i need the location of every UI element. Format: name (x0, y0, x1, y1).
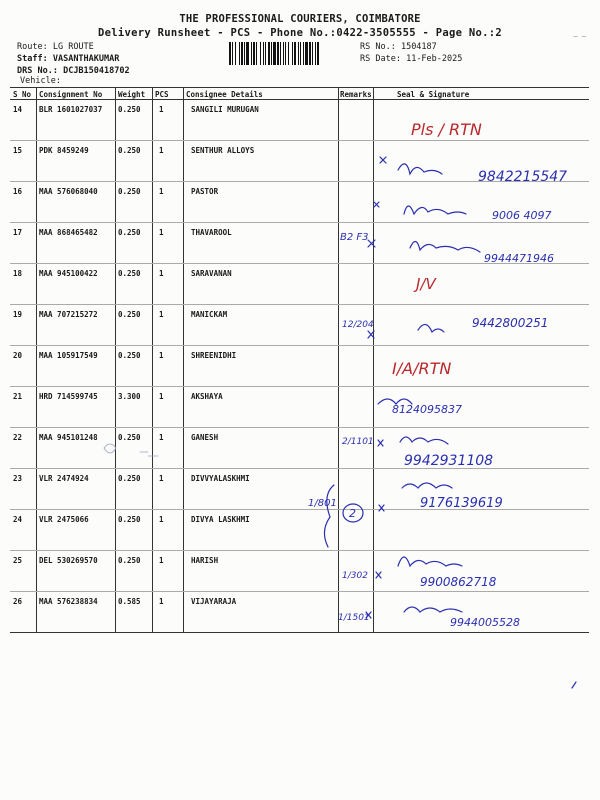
col-header-seal-signature: Seal & Signature (397, 90, 470, 99)
row-consignment-no: HRD 714599745 (39, 392, 98, 401)
row-pcs: 1 (159, 228, 164, 237)
row-sno: 25 (13, 556, 23, 565)
hw-phone-15: 9842215547 (478, 169, 568, 185)
row-sno: 19 (13, 310, 23, 319)
row-pcs: 1 (159, 474, 164, 483)
row-sno: 26 (13, 597, 23, 606)
signature-scribble (398, 557, 462, 566)
cross-mark (368, 331, 374, 338)
row-pcs: 1 (159, 433, 164, 442)
hw-phone-23: 9176139619 (420, 496, 503, 511)
row-pcs: 1 (159, 597, 164, 606)
row-pcs: 1 (159, 392, 164, 401)
col-header-consignment: Consignment No (39, 90, 103, 99)
cross-mark (374, 202, 379, 207)
row-consignment-no: MAA 868465482 (39, 228, 98, 237)
rs-date-value: 11-Feb-2025 (406, 54, 463, 64)
col-header-consignee: Consignee Details (186, 90, 263, 99)
row-consignee: SARAVANAN (191, 269, 232, 278)
row-consignee: VIJAYARAJA (191, 597, 237, 606)
hw-remark-24: 2 (349, 507, 356, 520)
hw-rtn-14: Pls / RTN (411, 120, 482, 139)
vehicle-label: Vehicle: (20, 76, 61, 86)
row-sno: 20 (13, 351, 23, 360)
hw-phone-22: 9942931108 (404, 453, 494, 469)
signature-scribble (404, 607, 462, 612)
row-consignee: PASTOR (191, 187, 219, 196)
row-sno: 15 (13, 146, 23, 155)
row-sno: 23 (13, 474, 23, 483)
row-consignment-no: MAA 576238834 (39, 597, 98, 606)
row-pcs: 1 (159, 269, 164, 278)
row-consignment-no: MAA 576068040 (39, 187, 98, 196)
row-weight: 3.300 (118, 392, 141, 401)
row-consignee: SANGILI MURUGAN (191, 105, 259, 114)
row-consignee: DIVYA LASKHMI (191, 515, 250, 524)
stray-mark (572, 682, 576, 688)
row-weight: 0.250 (118, 146, 141, 155)
row-sno: 17 (13, 228, 23, 237)
row-consignee: HARISH (191, 556, 219, 565)
row-consignee: AKSHAYA (191, 392, 223, 401)
hw-remark-22: 2/1101 (342, 437, 374, 447)
row-weight: 0.250 (118, 474, 141, 483)
row-weight: 0.250 (118, 310, 141, 319)
row-consignment-no: MAA 945101248 (39, 433, 98, 442)
faint-stamp-mark (104, 444, 158, 456)
hw-remark-23: 1/801 (308, 498, 337, 509)
row-sno: 16 (13, 187, 23, 196)
cross-mark (379, 505, 384, 511)
row-consignment-no: VLR 2474924 (39, 474, 89, 483)
col-header-pcs: PCS (155, 90, 169, 99)
route-label: Route: (17, 42, 48, 52)
hw-remark-19: 12/204 (342, 320, 374, 330)
signature-scribble (398, 164, 442, 174)
row-pcs: 1 (159, 556, 164, 565)
signature-scribble (418, 324, 444, 332)
staff-label: Staff: (17, 54, 48, 64)
row-consignment-no: MAA 707215272 (39, 310, 98, 319)
company-title: THE PROFESSIONAL COURIERS, COIMBATORE (179, 13, 421, 25)
row-sno: 21 (13, 392, 23, 401)
row-weight: 0.250 (118, 105, 141, 114)
row-pcs: 1 (159, 187, 164, 196)
row-weight: 0.250 (118, 556, 141, 565)
col-header-remarks: Remarks (340, 90, 372, 99)
row-weight: 0.585 (118, 597, 141, 606)
row-pcs: 1 (159, 515, 164, 524)
row-sno: 22 (13, 433, 23, 442)
signature-scribble (402, 483, 452, 488)
row-consignee: SENTHUR ALLOYS (191, 146, 255, 155)
row-consignment-no: BLR 1601027037 (39, 105, 103, 114)
hw-remark-25: 1/302 (342, 571, 368, 581)
rs-date-label: RS Date: (360, 54, 401, 64)
hw-phone-25: 9900862718 (420, 575, 497, 589)
row-pcs: 1 (159, 105, 164, 114)
runsheet-subtitle: Delivery Runsheet - PCS - Phone No.:0422-3505555 - Page No.:2 (98, 27, 502, 39)
row-consignment-no: MAA 945100422 (39, 269, 98, 278)
hw-phone-19: 9442800251 (472, 316, 549, 330)
row-weight: 0.250 (118, 351, 141, 360)
row-weight: 0.250 (118, 187, 141, 196)
hw-phone-17: 9944471946 (484, 252, 554, 265)
signature-scribble (400, 437, 448, 444)
row-consignee: GANESH (191, 433, 219, 442)
cross-mark (376, 572, 381, 578)
row-pcs: 1 (159, 146, 164, 155)
hw-rtn-20: I/A/RTN (392, 359, 452, 378)
col-header-sno: S No (13, 90, 32, 99)
rs-no-value: 1504187 (400, 42, 437, 52)
drs-value: DCJB150418702 (63, 66, 130, 76)
hw-phone-26: 9944005528 (450, 616, 520, 629)
hw-remark-17: B2 F3 (340, 232, 369, 243)
row-consignee: SHREENIDHI (191, 351, 237, 360)
hw-phone-21: 8124095837 (392, 403, 462, 416)
rs-no-label: RS No.: (360, 42, 396, 52)
cross-mark (380, 157, 386, 163)
corner-mark: — — (573, 32, 586, 40)
hw-remark-18: J/V (416, 275, 436, 293)
signature-scribble (410, 241, 480, 252)
row-weight: 0.250 (118, 515, 141, 524)
row-pcs: 1 (159, 351, 164, 360)
row-pcs: 1 (159, 310, 164, 319)
row-weight: 0.250 (118, 228, 141, 237)
staff-value: VASANTHAKUMAR (52, 54, 120, 64)
signature-scribble (404, 206, 466, 214)
row-weight: 0.250 (118, 269, 141, 278)
row-consignment-no: VLR 2475066 (39, 515, 89, 524)
row-consignee: THAVAROOL (191, 228, 232, 237)
row-sno: 18 (13, 269, 23, 278)
row-weight: 0.250 (118, 433, 141, 442)
cross-mark (378, 440, 383, 446)
row-consignment-no: PDK 8459249 (39, 146, 89, 155)
cross-mark (368, 240, 375, 247)
hw-phone-16: 9006 4097 (492, 209, 552, 222)
bracket-mark (324, 485, 334, 547)
row-sno: 24 (13, 515, 23, 524)
route-value: LG ROUTE (52, 42, 94, 52)
col-header-weight: Weight (118, 90, 146, 99)
hw-remark-26: 1/1501 (338, 613, 370, 623)
row-consignment-no: MAA 105917549 (39, 351, 98, 360)
row-consignee: MANICKAM (191, 310, 228, 319)
row-consignee: DIVVYALASKHMI (191, 474, 250, 483)
row-consignment-no: DEL 530269570 (39, 556, 98, 565)
row-sno: 14 (13, 105, 23, 114)
drs-label: DRS No.: (17, 66, 58, 76)
